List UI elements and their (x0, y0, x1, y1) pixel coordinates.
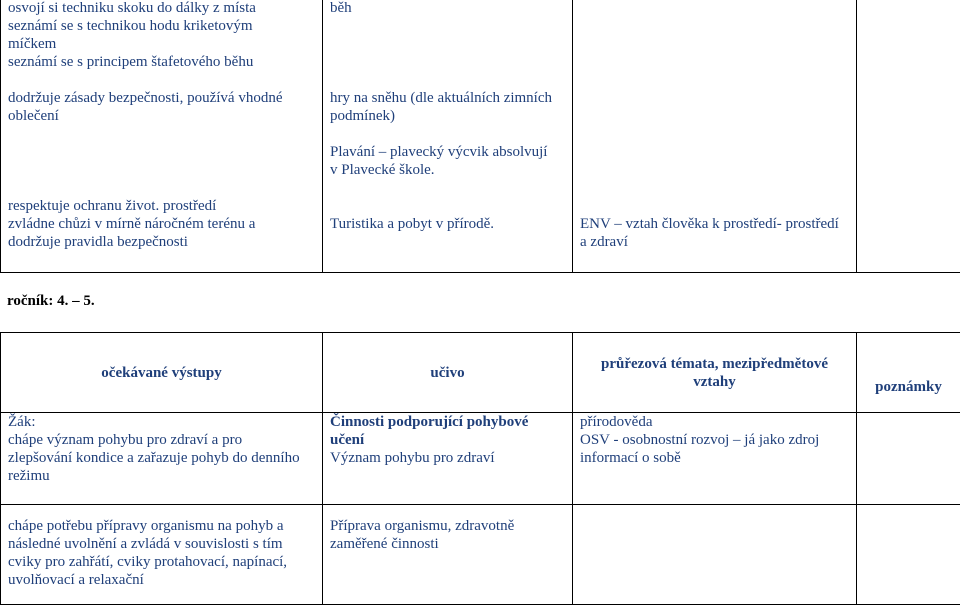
text-line (580, 0, 849, 17)
text-line: osvojí si techniku skoku do dálky z místa (8, 0, 315, 17)
text-line: režimu (8, 467, 315, 485)
text-line: Plavání – plavecký výcvik absolvují (330, 143, 565, 161)
text-line (8, 143, 315, 161)
text-line (580, 125, 849, 143)
text-line (8, 161, 315, 179)
bottom-table (0, 332, 960, 605)
text-line (330, 35, 565, 53)
text-line: seznámí se s principem štafetového běhu (8, 53, 315, 71)
table-row (1, 413, 960, 505)
text-line: zlepšování kondice a zařazuje pohyb do denního (8, 449, 315, 467)
text-line: uvolňovací a relaxační (8, 571, 315, 589)
text-line: chápe potřebu přípravy organismu na pohyb a (8, 517, 315, 535)
text-line: přírodověda (580, 413, 849, 431)
text-line: seznámí se s technikou hodu kriketovým (8, 17, 315, 35)
outcomes-cell (1, 505, 323, 605)
header-cross-topics: průřezová témata, mezipředmětové vztahy (573, 333, 857, 413)
text-line: Příprava organismu, zdravotně (330, 517, 565, 535)
outcomes-cell (1, 413, 323, 505)
header-curriculum: učivo (323, 333, 573, 413)
text-line: a zdraví (580, 233, 849, 251)
text-line: dodržuje zásady bezpečnosti, používá vhodné (8, 89, 315, 107)
text-line: Žák: (8, 413, 315, 431)
text-line (580, 53, 849, 71)
table-row (1, 505, 960, 605)
header-outcomes: očekávané výstupy (1, 333, 323, 413)
text-line (8, 125, 315, 143)
curriculum-cell (323, 505, 573, 605)
outcomes-cell (1, 0, 323, 273)
text-line (330, 17, 565, 35)
text-line (330, 179, 565, 197)
cross-topics-cell (573, 0, 857, 273)
text-line: hry na sněhu (dle aktuálních zimních (330, 89, 565, 107)
header-row (1, 333, 960, 413)
text-line: ENV – vztah člověka k prostředí- prostředí (580, 215, 849, 233)
text-line: Význam pohybu pro zdraví (330, 449, 565, 467)
text-line: zaměřené činnosti (330, 535, 565, 553)
header-notes: poznámky (857, 333, 960, 413)
text-line: následné uvolnění a zvládá v souvislosti s tím (8, 535, 315, 553)
text-line: Turistika a pobyt v přírodě. (330, 215, 565, 233)
text-line (580, 71, 849, 89)
text-line: informací o sobě (580, 449, 849, 467)
text-line (580, 35, 849, 53)
text-line: učení (330, 431, 565, 449)
text-line (330, 71, 565, 89)
notes-cell (857, 413, 960, 505)
text-line: chápe význam pohybu pro zdraví a pro (8, 431, 315, 449)
text-line (580, 89, 849, 107)
cross-topics-cell (573, 505, 857, 605)
section-title: ročník: 4. – 5. (7, 292, 95, 310)
text-line: v Plavecké škole. (330, 161, 565, 179)
text-line: oblečení (8, 107, 315, 125)
top-table (0, 0, 960, 273)
text-line: OSV - osobnostní rozvoj – já jako zdroj (580, 431, 849, 449)
text-line: běh (330, 0, 565, 17)
text-line (580, 107, 849, 125)
curriculum-cell (323, 413, 573, 505)
text-line: podmínek) (330, 107, 565, 125)
notes-cell (857, 0, 960, 273)
table-row (1, 0, 960, 273)
text-line (580, 17, 849, 35)
text-line (580, 179, 849, 197)
text-line (580, 143, 849, 161)
curriculum-cell (323, 0, 573, 273)
notes-cell (857, 505, 960, 605)
text-line (330, 125, 565, 143)
text-line (8, 179, 315, 197)
text-line: míčkem (8, 35, 315, 53)
text-line: Činnosti podporující pohybové (330, 413, 565, 431)
text-line (330, 197, 565, 215)
cross-topics-cell (573, 413, 857, 505)
text-line: dodržuje pravidla bezpečnosti (8, 233, 315, 251)
text-line: zvládne chůzi v mírně náročném terénu a (8, 215, 315, 233)
text-line (580, 161, 849, 179)
text-line: respektuje ochranu život. prostředí (8, 197, 315, 215)
text-line (8, 71, 315, 89)
text-line: cviky pro zahřátí, cviky protahovací, napínací, (8, 553, 315, 571)
text-line (580, 197, 849, 215)
text-line (330, 53, 565, 71)
